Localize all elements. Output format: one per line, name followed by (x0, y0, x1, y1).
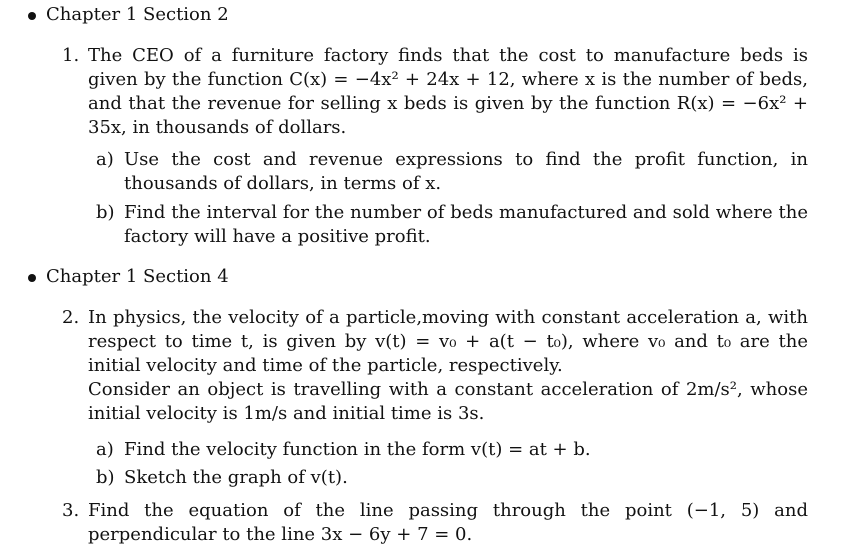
part-label: b) (96, 467, 115, 488)
section-heading-1 (0, 3, 852, 29)
part-label: a) (96, 439, 114, 460)
section-title: Chapter 1 Section 4 (46, 266, 229, 287)
problem-text (88, 44, 808, 140)
section-heading-2 (0, 265, 852, 291)
section-title: Chapter 1 Section 2 (46, 4, 229, 25)
problem-statement-2: Consider an object is travelling with a constant acceleration of 2m/s², whose initial velocity is 1m/s and initial time is 3s. (88, 379, 808, 424)
problem-statement: Find the equation of the line passing through the point (−1, 5) and perpendicular to the line 3x − 6y + 7 = 0. (88, 500, 808, 545)
problem-number: 3. (62, 500, 80, 521)
bullet-icon (28, 274, 36, 282)
part-text: Use the cost and revenue expressions to find the profit function, in thousands of dollars, in terms of x. (124, 149, 808, 194)
problem-text (88, 499, 808, 547)
part-text: Sketch the graph of v(t). (124, 467, 348, 488)
problem-statement: The CEO of a furniture factory finds that the cost to manufacture beds is given by the function C(x) = −4x² + 24x + 12, where x is the number of beds, and that the revenue for selling x beds is given by the function R(x) = −6x² + 35x, in thousands of dollars. (88, 45, 808, 138)
problem-number: 1. (62, 45, 80, 66)
part-text: Find the velocity function in the form v(t) = at + b. (124, 439, 591, 460)
part-label: a) (96, 149, 114, 170)
problem-text (88, 306, 808, 426)
bullet-icon (28, 12, 36, 20)
problem-number: 2. (62, 307, 80, 328)
problem-statement: In physics, the velocity of a particle,moving with constant acceleration a, with respect to time t, is given by v(t) = v₀ + a(t − t₀), where v₀ and t₀ are the initial velocity and time of the particle, respectively. (88, 307, 808, 376)
part-label: b) (96, 202, 115, 223)
part-text: Find the interval for the number of beds manufactured and sold where the factory will have a positive profit. (124, 202, 808, 247)
